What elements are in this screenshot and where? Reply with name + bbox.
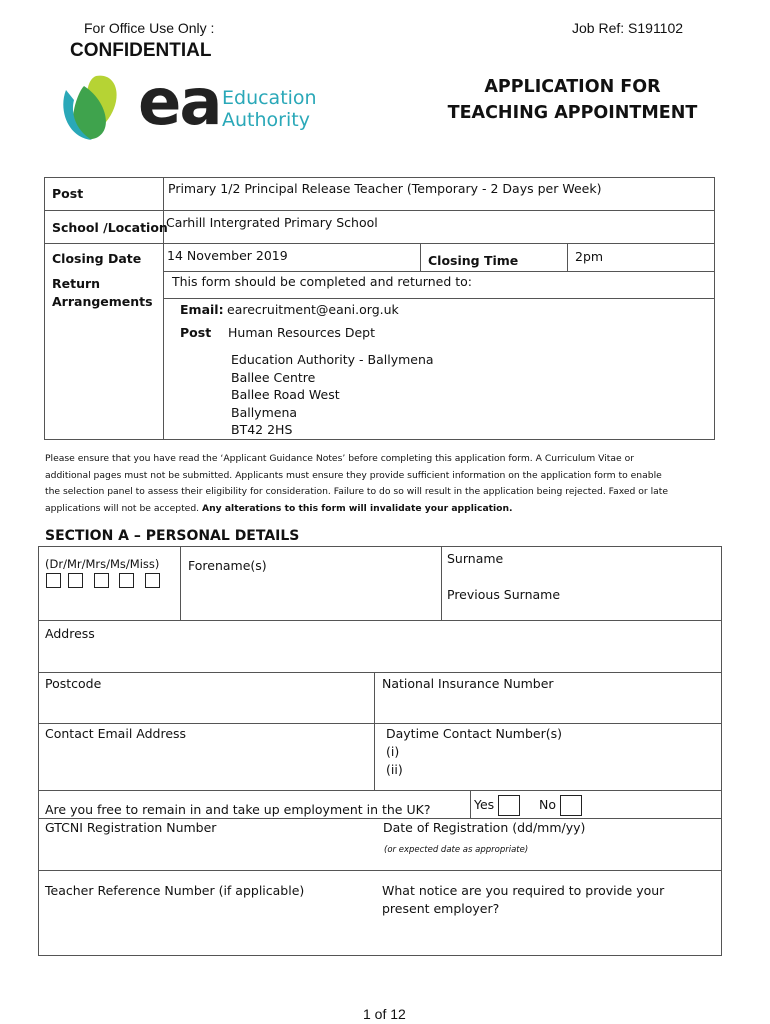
title-options-label: (Dr/Mr/Mrs/Ms/Miss) <box>45 557 160 571</box>
contact-email-label: Contact Email Address <box>45 726 187 741</box>
closing-date-value: 14 November 2019 <box>167 248 288 263</box>
address-line-3: Ballee Centre <box>231 370 316 385</box>
education-authority-logo <box>56 66 336 145</box>
confidential-label: CONFIDENTIAL <box>70 40 212 61</box>
address-line-2: Education Authority - Ballymena <box>231 352 434 367</box>
yes-checkbox[interactable] <box>498 795 520 816</box>
section-a-heading: SECTION A – PERSONAL DETAILS <box>45 528 300 544</box>
title-line-1: APPLICATION FOR <box>484 77 661 97</box>
teacher-reference-label: Teacher Reference Number (if applicable) <box>45 883 305 898</box>
logo-leaf-icon <box>56 70 146 145</box>
surname-label: Surname <box>447 551 504 566</box>
daytime-number-1-label: (i) <box>386 744 400 759</box>
office-use-label: For Office Use Only : <box>84 20 215 36</box>
school-label: School /Location <box>52 220 168 235</box>
notice-line-2: additional pages must not be submitted. Applicants must ensure they provide sufficient information on the application form to enable <box>45 469 662 481</box>
closing-time-value: 2pm <box>575 249 604 264</box>
address-line-4: Ballee Road West <box>231 387 340 402</box>
email-label: Email: <box>180 302 224 317</box>
notice-line-3: the selection panel to assess their eligibility for consideration. Failure to do so will result in the application being rejected. Faxed or late <box>45 486 669 497</box>
title-mrs-checkbox[interactable] <box>94 573 109 588</box>
address-line-5: Ballymena <box>231 405 298 420</box>
logo-mark: ea <box>138 66 221 140</box>
closing-time-label: Closing Time <box>428 253 519 268</box>
job-ref: Job Ref: S191102 <box>572 20 684 36</box>
closing-date-label: Closing Date <box>52 251 142 266</box>
ni-number-label: National Insurance Number <box>382 676 554 691</box>
postcode-label: Postcode <box>45 676 102 691</box>
address-line-1: Human Resources Dept <box>228 325 376 340</box>
title-line-2: TEACHING APPOINTMENT <box>447 103 698 123</box>
title-dr-checkbox[interactable] <box>46 573 61 588</box>
email-value: earecruitment@eani.org.uk <box>227 302 399 317</box>
post-label: Post <box>52 186 84 201</box>
registration-date-note: (or expected date as appropriate) <box>384 845 529 855</box>
post-value: Primary 1/2 Principal Release Teacher (Temporary - 2 Days per Week) <box>168 181 602 196</box>
title-miss-checkbox[interactable] <box>145 573 160 588</box>
notice-line-4: applications will not be accepted. <box>45 502 200 514</box>
notice-period-label-2: present employer? <box>382 901 500 916</box>
page-title <box>430 74 715 126</box>
daytime-number-label: Daytime Contact Number(s) <box>386 726 562 741</box>
notice-period-label-1: What notice are you required to provide your <box>382 883 665 898</box>
return-label-1: Return <box>52 276 101 291</box>
forename-label: Forename(s) <box>188 558 267 573</box>
school-value: Carhill Intergrated Primary School <box>166 215 378 230</box>
registration-date-label: Date of Registration (dd/mm/yy) <box>383 820 586 835</box>
post-address-label: Post <box>180 325 212 340</box>
logo-line-2: Authority <box>222 109 310 131</box>
return-intro: This form should be completed and returned to: <box>172 274 472 289</box>
return-label-2: Arrangements <box>52 294 153 309</box>
title-mr-checkbox[interactable] <box>68 573 83 588</box>
daytime-number-2-label: (ii) <box>386 762 403 777</box>
free-to-work-question: Are you free to remain in and take up employment in the UK? <box>45 802 431 817</box>
gtcni-label: GTCNI Registration Number <box>45 820 217 835</box>
address-line-6: BT42 2HS <box>231 422 293 437</box>
guidance-notice <box>45 451 725 517</box>
notice-line-1: Please ensure that you have read the ‘Applicant Guidance Notes’ before completing this application form. A Curriculum Vitae or <box>45 453 634 464</box>
address-label: Address <box>45 626 95 641</box>
notice-alterations-warning: Any alterations to this form will invalidate your application. <box>202 502 513 514</box>
page-number: 1 of 12 <box>363 1006 406 1022</box>
logo-line-1: Education <box>222 87 317 109</box>
title-ms-checkbox[interactable] <box>119 573 134 588</box>
no-checkbox[interactable] <box>560 795 582 816</box>
no-label: No <box>539 797 556 812</box>
previous-surname-label: Previous Surname <box>447 587 561 602</box>
yes-label: Yes <box>474 797 495 812</box>
